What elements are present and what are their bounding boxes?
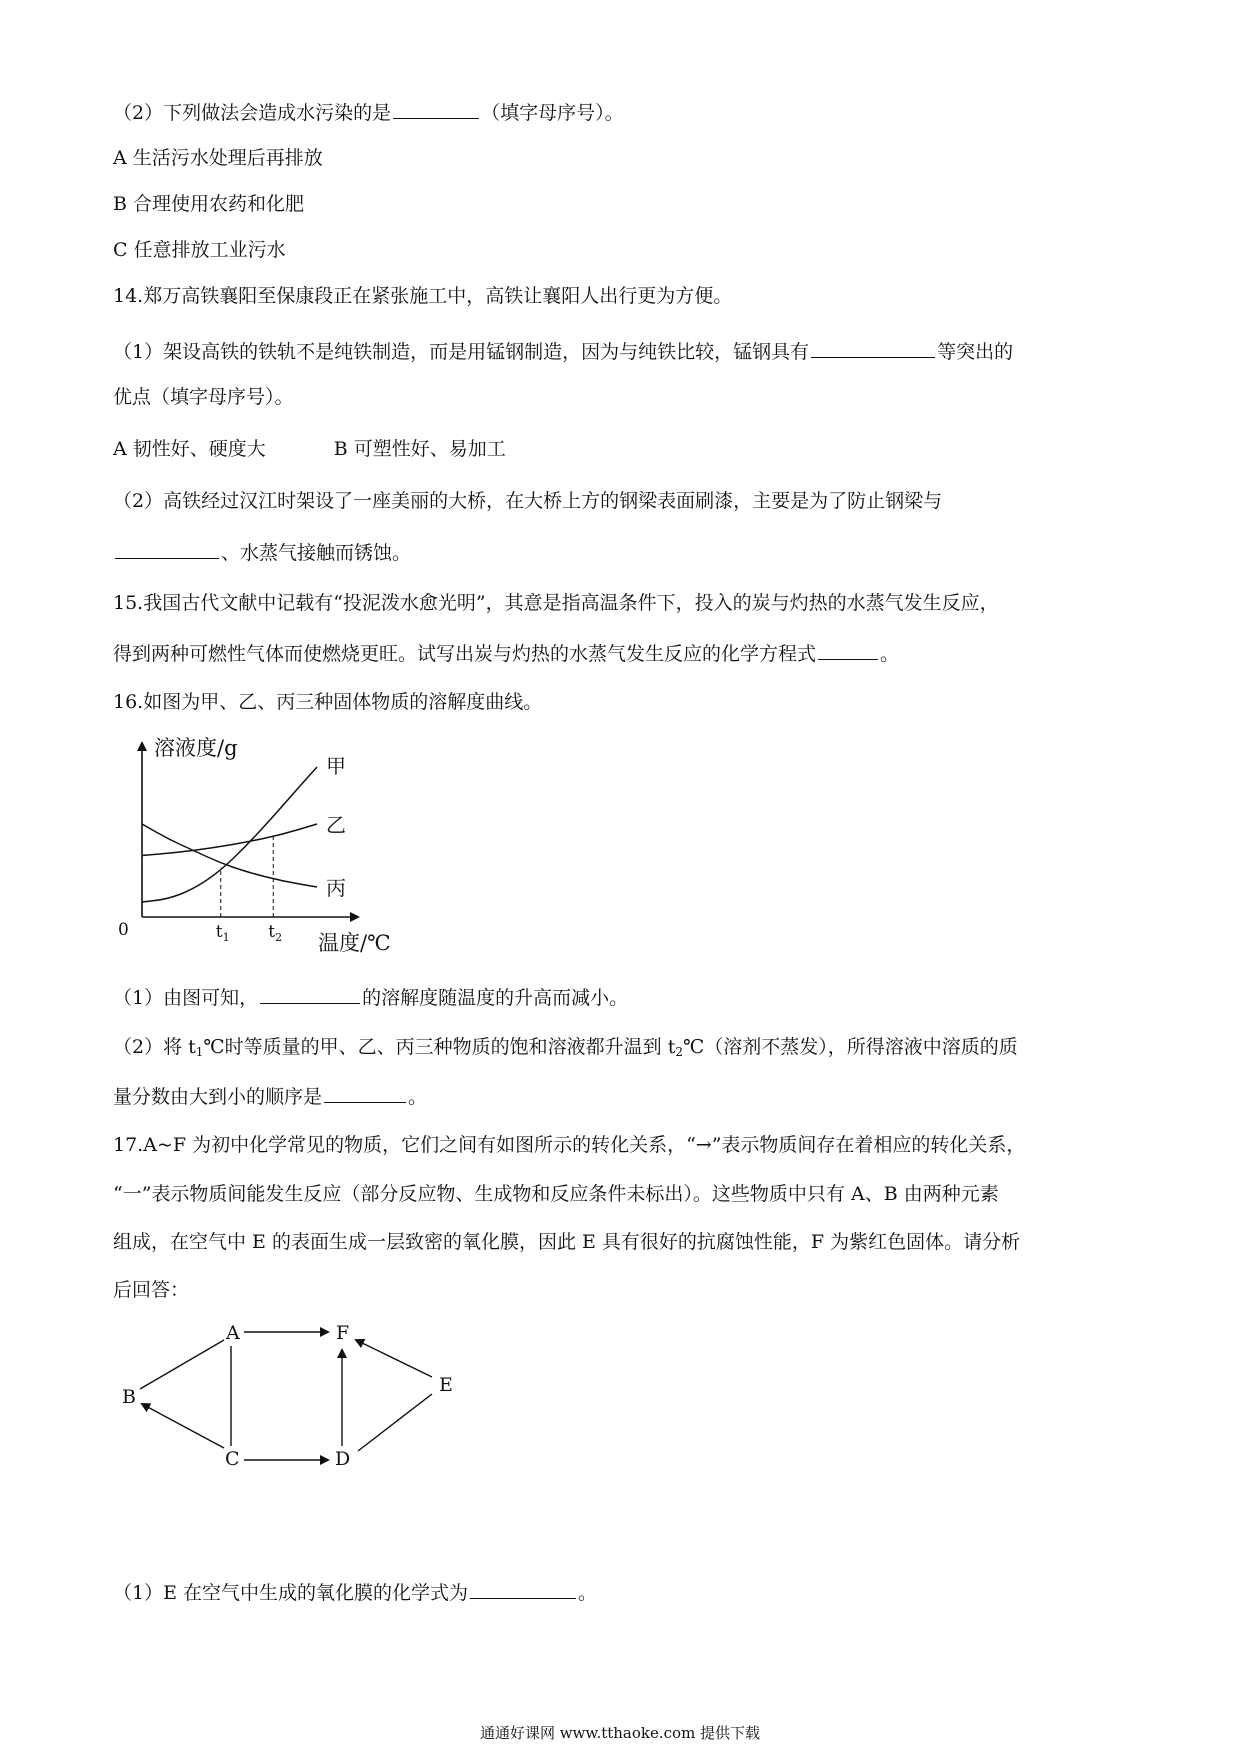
series-label-bing: 丙	[326, 876, 346, 900]
q13-part2: （2）下列做法会造成水污染的是 （填字母序号）。	[113, 102, 624, 124]
edge-e-d	[358, 1394, 432, 1451]
node-f: F	[336, 1322, 350, 1344]
answer-blank[interactable]	[470, 1580, 576, 1599]
q14-part2: （2）高铁经过汉江时架设了一座美丽的大桥，在大桥上方的钢梁表面刷漆，主要是为了防止钢梁与	[113, 490, 943, 512]
q13-option-a: A 生活污水处理后再排放	[113, 147, 323, 169]
q14-stem: 14.郑万高铁襄阳至保康段正在紧张施工中，高铁让襄阳人出行更为方便。	[113, 285, 733, 307]
page-footer: 通通好课网 www.tthaoke.com 提供下载	[479, 1724, 761, 1742]
node-b: B	[122, 1386, 136, 1408]
curve-bing	[142, 824, 317, 887]
q14-option-a: A 韧性好、硬度大	[113, 438, 266, 460]
node-c: C	[225, 1448, 240, 1470]
answer-blank[interactable]	[811, 339, 935, 358]
origin-label: 0	[118, 920, 129, 940]
q16-stem: 16.如图为甲、乙、丙三种固体物质的溶解度曲线。	[113, 691, 543, 713]
q17-line1: 17.A~F 为初中化学常见的物质，它们之间有如图所示的转化关系，“→”表示物质间存在着相应的转化关系，	[113, 1134, 1026, 1156]
node-a: A	[226, 1322, 240, 1344]
node-e: E	[439, 1374, 453, 1396]
node-d: D	[335, 1448, 351, 1470]
answer-blank[interactable]	[324, 1084, 406, 1103]
q16-part1: （1）由图可知， 的溶解度随温度的升高而减小。	[113, 987, 629, 1009]
x-axis-label: 温度/℃	[318, 931, 391, 955]
arrow-e-to-f	[356, 1340, 432, 1377]
q15-line2: 得到两种可燃性气体而使燃烧更旺。试写出炭与灼热的水蒸气发生反应的化学方程式 。	[113, 643, 900, 665]
q13-option-b: B 合理使用农药和化肥	[113, 193, 305, 215]
q14-part2-cont: 、水蒸气接触而锈蚀。	[113, 540, 411, 565]
conversion-diagram	[110, 1310, 470, 1480]
q16-part2-cont: 量分数由大到小的顺序是 。	[113, 1086, 428, 1108]
tick-t2: $t_2$	[268, 922, 283, 944]
tick-t1: $t_1$	[215, 922, 230, 944]
answer-blank[interactable]	[260, 985, 360, 1004]
q17-line3: 组成，在空气中 E 的表面生成一层致密的氧化膜，因此 E 具有很好的抗腐蚀性能，F 为紫红色固体。请分析	[113, 1231, 1021, 1253]
y-axis-label: 溶液度/g	[154, 736, 238, 760]
q13-option-c: C 任意排放工业污水	[113, 239, 286, 261]
q17-part1: （1）E 在空气中生成的氧化膜的化学式为 。	[113, 1582, 598, 1604]
solubility-chart	[108, 735, 408, 965]
q14-option-b: B 可塑性好、易加工	[333, 438, 506, 460]
q14-part1-cont: 优点（填字母序号）。	[113, 386, 294, 408]
q15-line1: 15.我国古代文献中记载有“投泥泼水愈光明”，其意是指高温条件下，投入的炭与灼热的水蒸气发生反应，	[113, 592, 999, 614]
q17-line2: “一”表示物质间能发生反应（部分反应物、生成物和反应条件未标出）。这些物质中只有 A、B 由两种元素	[113, 1183, 999, 1205]
q17-line4: 后回答：	[113, 1279, 190, 1301]
q14-options	[113, 437, 506, 461]
answer-blank[interactable]	[818, 641, 878, 660]
answer-blank[interactable]	[115, 540, 219, 559]
curve-yi	[142, 824, 317, 856]
series-label-yi: 乙	[326, 813, 346, 837]
answer-blank[interactable]	[393, 100, 479, 119]
series-label-jia: 甲	[326, 754, 346, 778]
edge-a-b	[140, 1340, 224, 1389]
q14-part1: （1）架设高铁的铁轨不是纯铁制造，而是用锰钢制造，因为与纯铁比较，锰钢具有 等突出的	[113, 341, 1014, 363]
arrow-c-to-b	[142, 1404, 224, 1448]
q16-part2: （2）将 $t_1℃$时等质量的甲、乙、丙三种物质的饱和溶液都升温到 $t_2℃$（溶剂不蒸发），所得溶液中溶质的质	[113, 1036, 1018, 1059]
